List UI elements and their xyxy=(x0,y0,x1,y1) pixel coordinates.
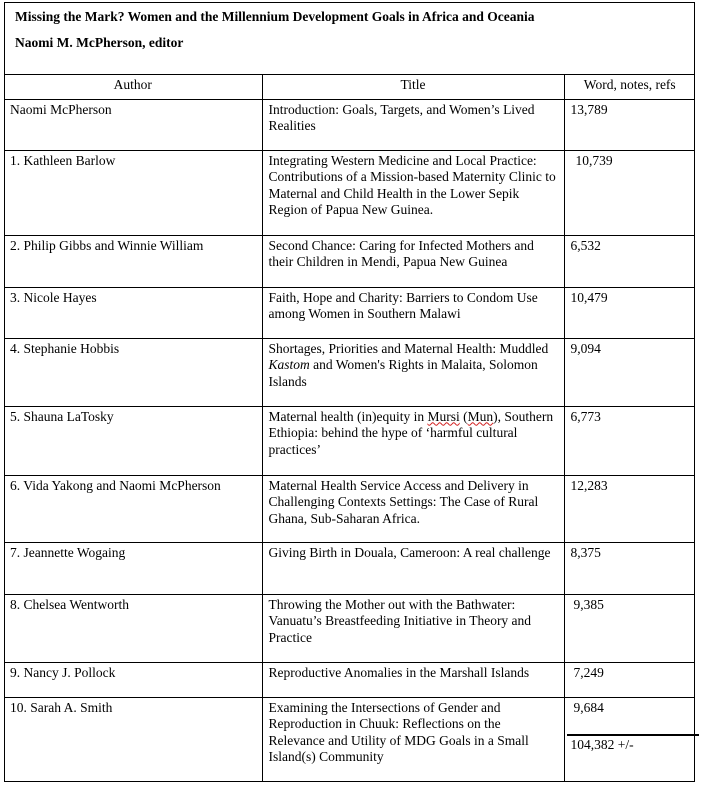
title-cell: Integrating Western Medicine and Local Practice: Contributions of a Mission-based Maternity Clinic to Maternal and Child Health in the Lower Sepik Region of Papua New Guinea. xyxy=(262,150,564,235)
table-row xyxy=(4,662,695,697)
table-row xyxy=(4,406,695,475)
word-count-value: 10,739 xyxy=(575,152,613,168)
book-title: Missing the Mark? Women and the Millennium Development Goals in Africa and Oceania xyxy=(15,9,535,24)
author-cell: 6. Vida Yakong and Naomi McPherson xyxy=(4,475,262,542)
title-text-rest: ), Southern Ethiopia: behind the hype of ‘harmful cultural practices’ xyxy=(268,408,554,457)
spellcheck-word: Mun xyxy=(467,408,494,424)
word-count-cell xyxy=(564,594,695,662)
word-count-cell: 10,479 xyxy=(564,287,695,338)
table-header-row xyxy=(4,75,695,99)
table-row xyxy=(4,475,695,542)
total-word-count: 104,382 +/- xyxy=(567,734,700,754)
document-header xyxy=(4,2,695,75)
table-row xyxy=(4,594,695,662)
author-cell: Naomi McPherson xyxy=(4,99,262,150)
title-cell xyxy=(262,338,564,406)
word-count-cell xyxy=(564,697,695,781)
table-row xyxy=(4,338,695,406)
author-cell: 8. Chelsea Wentworth xyxy=(4,594,262,662)
contents-table xyxy=(4,75,695,781)
word-count-cell: 12,283 xyxy=(564,475,695,542)
word-count-cell xyxy=(564,662,695,697)
word-count-cell: 13,789 xyxy=(564,99,695,150)
title-cell: Examining the Intersections of Gender and Reproduction in Chuuk: Reflections on the Relevance and Utility of MDG Goals in a Small Island(s) Community xyxy=(262,697,564,781)
title-text-mid: ( xyxy=(459,408,468,424)
word-count-cell: 8,375 xyxy=(564,542,695,594)
author-cell: 2. Philip Gibbs and Winnie William xyxy=(4,235,262,287)
title-cell: Faith, Hope and Charity: Barriers to Condom Use among Women in Southern Malawi xyxy=(262,287,564,338)
table-row xyxy=(4,99,695,150)
column-header-words: Word, notes, refs xyxy=(564,75,695,99)
author-cell: 1. Kathleen Barlow xyxy=(4,150,262,235)
title-text: Shortages, Priorities and Maternal Health: Muddled xyxy=(268,340,549,356)
title-cell: Second Chance: Caring for Infected Mothers and their Children in Mendi, Papua New Guinea xyxy=(262,235,564,287)
table-row xyxy=(4,287,695,338)
author-cell: 9. Nancy J. Pollock xyxy=(4,662,262,697)
table-row xyxy=(4,235,695,287)
title-cell xyxy=(262,406,564,475)
title-italic-term: Kastom xyxy=(268,357,310,372)
author-cell: 4. Stephanie Hobbis xyxy=(4,338,262,406)
title-cell: Maternal Health Service Access and Delivery in Challenging Contexts Settings: The Case of Rural Ghana, Sub-Saharan Africa. xyxy=(262,475,564,542)
title-cell: Giving Birth in Douala, Cameroon: A real challenge xyxy=(262,542,564,594)
word-count-cell: 6,532 xyxy=(564,235,695,287)
word-count-cell xyxy=(564,150,695,235)
title-cell: Reproductive Anomalies in the Marshall Islands xyxy=(262,662,564,697)
word-count-value: 9,684 xyxy=(573,699,604,715)
title-cell: Throwing the Mother out with the Bathwater: Vanuatu’s Breastfeeding Initiative in Theory and Practice xyxy=(262,594,564,662)
author-cell: 3. Nicole Hayes xyxy=(4,287,262,338)
author-cell: 7. Jeannette Wogaing xyxy=(4,542,262,594)
table-row xyxy=(4,542,695,594)
title-cell: Introduction: Goals, Targets, and Women’s Lived Realities xyxy=(262,99,564,150)
spellcheck-word: Mursi xyxy=(427,408,460,424)
word-count-value: 9,385 xyxy=(573,596,604,612)
column-header-author: Author xyxy=(4,75,262,99)
word-count-value: 7,249 xyxy=(573,664,604,680)
table-row xyxy=(4,150,695,235)
word-count-cell: 9,094 xyxy=(564,338,695,406)
author-cell: 5. Shauna LaTosky xyxy=(4,406,262,475)
word-count-cell: 6,773 xyxy=(564,406,695,475)
table-row xyxy=(4,697,695,781)
title-text-rest: and Women's Rights in Malaita, Solomon Islands xyxy=(268,357,538,389)
editor-line: Naomi M. McPherson, editor xyxy=(15,35,184,50)
column-header-title: Title xyxy=(262,75,564,99)
title-text: Maternal health (in)equity in xyxy=(268,408,428,424)
author-cell: 10. Sarah A. Smith xyxy=(4,697,262,781)
